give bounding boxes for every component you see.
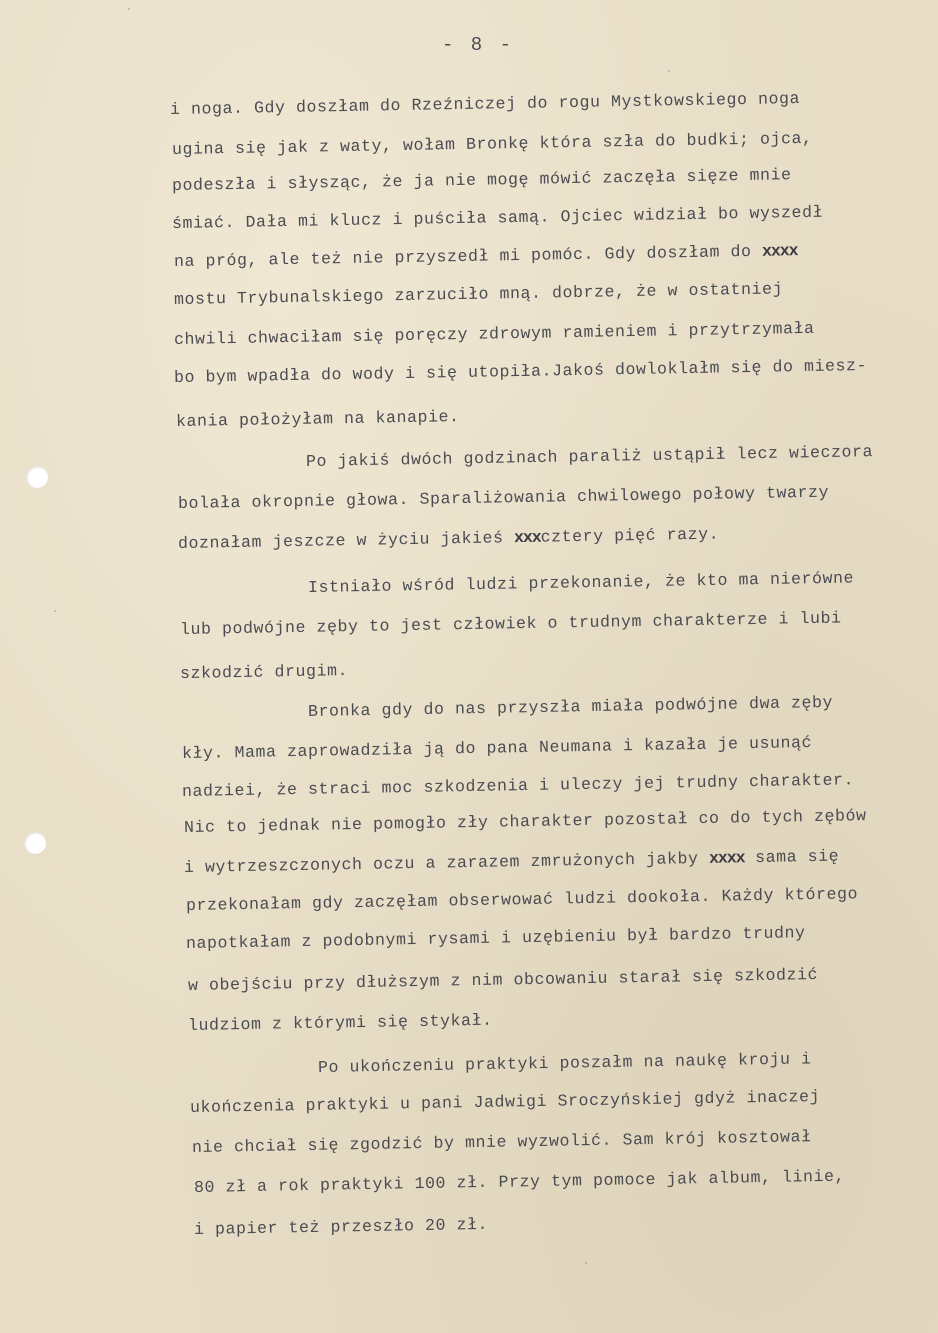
text-line (170, 89, 800, 119)
text-line (172, 165, 792, 195)
text-line (194, 1215, 488, 1239)
line-text: Po ukończeniu praktyki poszałm na naukę kroju i (317, 1049, 812, 1077)
text-line (174, 319, 815, 349)
text-line (190, 1087, 820, 1117)
text-line (176, 407, 460, 431)
line-text: na próg, ale też nie przyszedł mi pomóc. Gdy doszłam do (173, 241, 763, 271)
line-text: napotkałam z podobnymi rysami i uzębieniu był bardzo trudny (185, 923, 806, 953)
text-line (188, 1011, 493, 1035)
line-text: Po jakiś dwóch godzinach paraliż ustąpił lecz wieczora (305, 442, 874, 471)
text-line (188, 965, 818, 995)
line-text: Istniało wśród ludzi przekonanie, że kto ma nierówne (307, 568, 855, 597)
text-line (194, 1167, 845, 1197)
line-text: lub podwójne zęby to jest człowiek o trudnym charakterze i lubi (179, 608, 842, 639)
text-line (174, 241, 798, 271)
paper-speck (668, 70, 670, 72)
line-text: bolała okropnie głowa. Sparaliżowania chwilowego połowy twarzy (177, 482, 830, 513)
crossed-out-text: xxxx (761, 241, 798, 261)
text-line (184, 847, 839, 877)
line-text: nie chciał się zgodzić by mnie wyzwolić. Sam krój kosztował (191, 1127, 812, 1157)
line-text: bo bym wpadła do wody i się utopiła.Jakoś dowloklałm się do miesz- (173, 355, 868, 387)
line-text: doznałam jeszcze w życiu jakieś (177, 528, 515, 553)
text-line (182, 770, 854, 801)
text-line (186, 884, 858, 915)
text-line (174, 356, 867, 387)
line-text: kły. Mama zaprowadziła ją do pana Neumana i kazała je usunąć (181, 733, 813, 763)
text-line (174, 279, 783, 309)
crossed-out-text: xxx (513, 527, 541, 548)
line-text: podeszła i słysząc, że ja nie mogę mówić zaczęła sięze mnie (171, 165, 792, 195)
line-text: śmiać. Dała mi klucz i puściła samą. Ojciec widział bo wyszedł (171, 202, 824, 233)
text-line (178, 483, 829, 513)
text-line (180, 608, 842, 639)
line-text: i papier też przeszło 20 zł. (193, 1214, 489, 1239)
text-line (182, 733, 812, 763)
text-line (186, 923, 806, 953)
text-line (308, 693, 833, 721)
punch-hole-top (26, 466, 48, 488)
line-text: sama się (744, 846, 840, 868)
text-line (172, 129, 813, 159)
text-line (172, 203, 823, 233)
line-text: ukończenia praktyki u pani Jadwigi Sroczyńskiej gdyż inaczej (189, 1087, 821, 1117)
line-text: Nic to jednak nie pomogło zły charakter pozostał co do tych zębów (183, 806, 867, 837)
line-text: ludziom z którymi się stykał. (187, 1010, 493, 1035)
line-text: przekonałam gdy zaczęłam obserwować ludzi dookoła. Każdy którego (185, 884, 859, 915)
crossed-out-text: xxxx (708, 848, 745, 868)
text-line (178, 525, 720, 553)
text-line (184, 806, 867, 837)
line-text: szkodzić drugim. (179, 661, 349, 683)
line-text: Bronka gdy do nas przyszła miała podwójne dwa zęby (307, 692, 834, 721)
paper-speck (54, 610, 56, 612)
line-text: i noga. Gdy doszłam do Rzeźniczej do rogu Mystkowskiego noga (169, 89, 801, 119)
line-text: chwili chwaciłam się poręczy zdrowym ramieniem i przytrzymała (173, 318, 815, 349)
text-line (308, 568, 854, 597)
line-text: 80 zł a rok praktyki 100 zł. Przy tym pomoce jak album, linie, (193, 1166, 846, 1197)
text-line (306, 442, 873, 471)
line-text: cztery pięć razy. (540, 524, 720, 547)
line-text: i wytrzeszczonych oczu a zarazem zmrużonych jakby (183, 848, 710, 877)
line-text: ugina się jak z waty, wołam Bronkę która szła do budki; ojca, (171, 128, 813, 159)
paper-speck (128, 8, 130, 10)
paper-speck (585, 1262, 587, 1264)
line-text: w obejściu przy dłuższym z nim obcowaniu starał się szkodzić (187, 965, 819, 995)
text-line (180, 661, 348, 683)
text-line (192, 1127, 812, 1157)
page-number: - 8 - (442, 34, 515, 56)
punch-hole-bottom (24, 832, 46, 854)
line-text: mostu Trybunalskiego zarzuciło mną. dobrze, że w ostatniej (173, 279, 784, 309)
line-text: nadziei, że straci moc szkodzenia i uleczy jej trudny charakter. (181, 770, 855, 801)
text-line (318, 1049, 812, 1077)
line-text: kania położyłam na kanapie. (175, 407, 460, 431)
